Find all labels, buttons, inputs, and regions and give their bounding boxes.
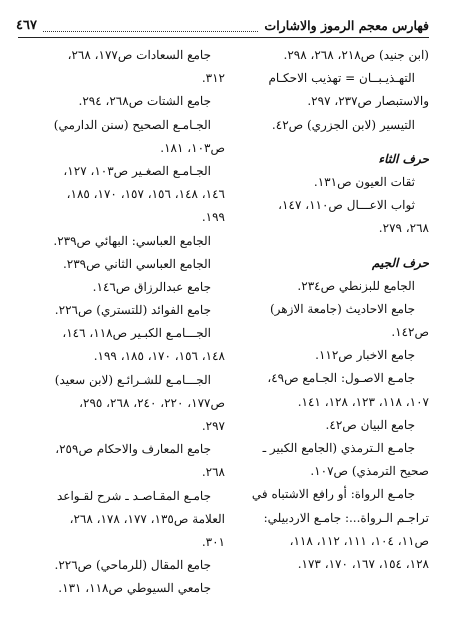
section-heading: حرف الجيم	[372, 255, 429, 270]
index-entry: جامـع الـترمذي (الجامع الكبير ـ	[262, 441, 415, 455]
running-header	[16, 14, 429, 36]
index-entry-continuation: ٢٩٧.	[201, 419, 225, 433]
index-entry: التيسير (لابن الجزري) ص٤٢.	[271, 117, 415, 132]
index-entry: جامع الاحاديث (جامعة الازهر)	[269, 301, 415, 316]
index-entry: الجامع العباسي: البهائي ص٢٣٩.	[53, 233, 211, 248]
index-entry: الجـــامـع الكبـير ص١١٨، ١٤٦،	[62, 326, 211, 341]
header-title: فهارس معجم الرموز والاشارات	[264, 17, 429, 33]
right-column	[224, 44, 429, 576]
index-entry: ثقات العيون ص١٣١.	[313, 174, 415, 189]
index-entry-continuation: ٢٦٨، ٢٧٩.	[378, 221, 429, 236]
index-entry: جامـع الاصـول: الجـامع ص٤٩،	[267, 371, 415, 386]
header-dot-leader	[43, 19, 258, 32]
index-entry-continuation: ١٤٨، ١٥٦، ١٧٠، ١٨٥، ١٩٩.	[93, 349, 225, 364]
index-entry-continuation: ١٩٩.	[201, 210, 225, 225]
index-entry: جامـع المقـاصـد ـ شرح لقـواعد	[56, 488, 211, 503]
index-entry: الجـامـع الصغـير ص١٠٣، ١٢٧،	[63, 163, 211, 178]
index-entry: جامع المعارف والاحكام ص٢٥٩،	[55, 442, 211, 457]
index-entry-continuation: والاستبصار ص٢٣٧، ٢٩٧.	[307, 94, 429, 109]
index-entry-continuation: ٣٠١.	[201, 534, 225, 549]
index-entry-continuation: ١٤٦، ١٤٨، ١٥٦، ١٥٧، ١٧٠، ١٨٥،	[66, 187, 225, 202]
index-entry-continuation: ص١٧٧، ٢٢٠، ٢٤٠، ٢٦٨، ٢٩٥،	[79, 395, 225, 410]
left-column	[20, 44, 225, 601]
index-entry-continuation: ص١١، ١٠٤، ١١١، ١١٢، ١١٨،	[289, 533, 429, 548]
index-entry-continuation: ص١٤٢.	[391, 325, 429, 340]
index-entry: الجامع العباسي الثاني ص٢٣٩.	[62, 256, 211, 271]
index-entry-continuation: تراجـم الـرواة...: جامـع الاردبيلي:	[263, 510, 429, 525]
index-entry-continuation: ١٢٨، ١٥٤، ١٦٧، ١٧٠، ١٧٣.	[297, 556, 429, 571]
spacer	[224, 241, 429, 252]
index-entry: جامع البيان ص٤٢.	[325, 417, 415, 432]
header-rule	[18, 37, 429, 38]
index-entry-continuation: صحيح الترمذي) ص١٠٧.	[310, 464, 429, 479]
index-entry: ثواب الاعـــال ص١١٠، ١٤٧،	[278, 198, 415, 213]
index-entry-continuation: ٢٦٨.	[201, 465, 225, 480]
index-entry: جامـع الرواة: أو رافع الاشتباه في	[251, 487, 415, 502]
index-entry-continuation: العلامة ص١٣٥، ١٧٧، ١٧٨، ٢٦٨،	[69, 511, 225, 526]
spacer	[224, 137, 429, 148]
index-entry: جامع السعادات ص١٧٧، ٢٦٨،	[67, 48, 211, 62]
index-entry-continuation: ٣١٢.	[201, 71, 225, 86]
index-entry: التهـذيـبــان = تهذيب الاحكـام	[268, 71, 415, 86]
index-entry: جامع الشتات ص٢٦٨، ٢٩٤.	[78, 94, 211, 109]
section-heading: حرف الثاء	[378, 151, 429, 166]
index-entry: جامع عبدالرزاق ص١٤٦.	[92, 279, 211, 294]
page-number: ٤٦٧	[16, 17, 37, 33]
index-entry: الجـامـع الصحيح (سنن الدارمي)	[53, 117, 211, 132]
index-entry: جامع الفوائد (للتستري) ص٢٢٦.	[54, 303, 211, 318]
index-entry: الجـــامـع للشـرائـع (لابن سعيد)	[54, 372, 211, 387]
index-entry-continuation: ١٠٧، ١١٨، ١٢٣، ١٢٨، ١٤١.	[297, 394, 429, 409]
index-entry-continuation: (ابن جنيد) ص٢١٨، ٢٦٨، ٢٩٨.	[283, 48, 429, 62]
index-entry-continuation: ص١٠٣، ١٨١.	[160, 140, 225, 155]
index-entry: الجامع للبزنطي ص٢٣٤.	[297, 278, 415, 293]
index-entry: جامع المقال (للرماحي) ص٢٢٦.	[54, 558, 211, 573]
index-entry: جامعي السيوطي ص١١٨، ١٣١.	[58, 581, 211, 596]
index-entry: جامع الاخبار ص١١٢.	[315, 348, 415, 363]
